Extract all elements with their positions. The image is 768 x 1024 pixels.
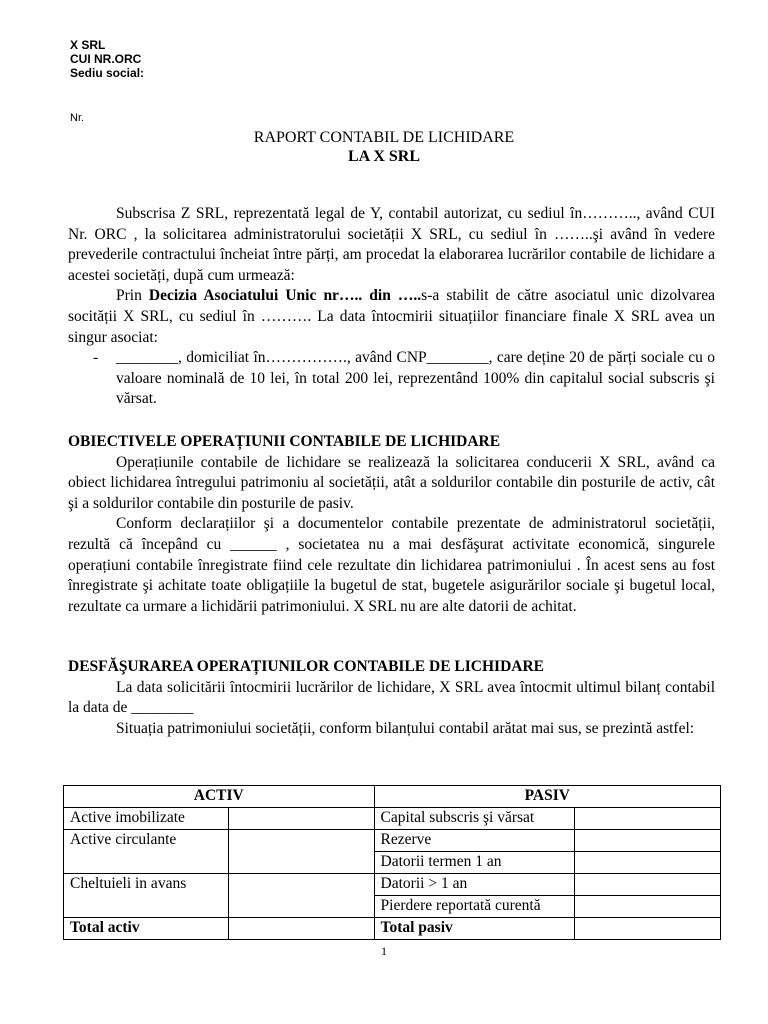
company-cui: CUI NR.ORC (70, 52, 142, 66)
pasiv-loss: Pierdere reportată curentă (374, 896, 575, 918)
intro-paragraph-1: Subscrisa Z SRL, reprezentată legal de Y, contabil autorizat, cu sediul în……….., având CUI Nr. ORC , la solicitarea administratorului societății X SRL, cu sediul în ……..şi având în vedere prevederile contractului încheiat între părți, am procedat la elaborarea lucrărilor contabile de lichidare a acestei societăți, după cum urmează: (68, 205, 715, 284)
objectives-section (68, 432, 715, 617)
operations-paragraph-2: Situația patrimoniului societății, conform bilanțului contabil arătat mai sus, se prezintă astfel: (116, 719, 695, 737)
activ-fixed-assets: Active imobilizate (64, 808, 229, 830)
pasiv-short-debts: Datorii termen 1 an (374, 852, 575, 874)
document-title: RAPORT CONTABIL DE LICHIDARE (253, 129, 515, 146)
intro-section (68, 204, 715, 410)
table-row (64, 830, 721, 852)
table-row (64, 874, 721, 896)
activ-header: ACTIV (64, 786, 375, 808)
operations-section (68, 657, 715, 739)
balance-table (63, 785, 721, 940)
activ-total-value (228, 918, 374, 940)
company-header (70, 38, 144, 80)
activ-current-assets-value (228, 830, 374, 874)
pasiv-short-debts-value (575, 852, 721, 874)
decision-reference: Decizia Asociatului Unic nr….. din ….. (148, 287, 422, 305)
pasiv-header: PASIV (374, 786, 720, 808)
activ-prepaid-expenses: Cheltuieli in avans (64, 874, 229, 918)
operations-heading: DESFĂŞURAREA OPERAȚIUNILOR CONTABILE DE LICHIDARE (68, 658, 544, 675)
list-dash: - (93, 349, 99, 367)
document-number: Nr. (70, 112, 85, 124)
company-name: X SRL (70, 38, 106, 52)
objectives-paragraph-1: Operațiunile contabile de lichidare se realizează la solicitarea conducerii X SRL, având ca obiect lichidarea întregului patrimoniu al societății, atât a soldurilor contabile din posturile de activ, cât şi a soldurilor contabile din posturile de pasiv. (68, 453, 715, 512)
intro-p2-end: s-a stabilit de către asociatul unic dizolvarea socității X SRL, cu sediul în ………. La data întocmirii situațiilor financiare finale X SRL avea un singur asociat: (68, 287, 715, 346)
associate-text: ________, domiciliat în……………., având CNP________, care deține 20 de părți sociale cu o valoare nominală de 10 lei, în total 200 lei, reprezentând 100% din capitalul social subscris şi vărsat. (116, 349, 715, 408)
pasiv-total: Total pasiv (374, 918, 575, 940)
pasiv-total-value (575, 918, 721, 940)
pasiv-reserves-value (575, 830, 721, 852)
objectives-heading: OBIECTIVELE OPERAȚIUNII CONTABILE DE LICHIDARE (68, 433, 501, 450)
intro-paragraph-2 (68, 286, 715, 348)
table-header-row (64, 786, 721, 808)
table-total-row (64, 918, 721, 940)
pasiv-long-debts: Datorii > 1 an (374, 874, 575, 896)
company-registered-office: Sediu social: (70, 66, 145, 80)
table-row (64, 808, 721, 830)
document-subtitle: LA X SRL (347, 148, 421, 165)
objectives-paragraph-2: Conform declarațiilor şi a documentelor contabile prezentate de administratorul societății, rezultă că începând cu ______ , societatea nu a mai desfăşurat activitate economică, singurele operațiuni contabile înregistrate fiind cele rezultate din lichidarea patrimoniului . În acest sens au fost înregistrate şi achitate toate obligațiile la bugetul de stat, bugetele asigurărilor sociale şi bugetul local, rezultate ca urmare a lichidării patrimoniului. X SRL nu are alte datorii de achitat. (68, 515, 715, 615)
activ-prepaid-expenses-value (228, 874, 374, 918)
associate-list-item (68, 348, 715, 410)
intro-p2-start: Prin (116, 287, 149, 305)
pasiv-loss-value (575, 896, 721, 918)
pasiv-capital: Capital subscris şi vărsat (374, 808, 575, 830)
pasiv-reserves: Rezerve (374, 830, 575, 852)
operations-paragraph-1: La data solicitării întocmirii lucrărilor de lichidare, X SRL avea întocmit ultimul bilanț contabil la data de ________ (68, 678, 715, 717)
pasiv-capital-value (575, 808, 721, 830)
activ-fixed-assets-value (228, 808, 374, 830)
activ-total: Total activ (64, 918, 229, 940)
activ-current-assets: Active circulante (64, 830, 229, 874)
pasiv-long-debts-value (575, 874, 721, 896)
page-number: 1 (381, 944, 387, 958)
